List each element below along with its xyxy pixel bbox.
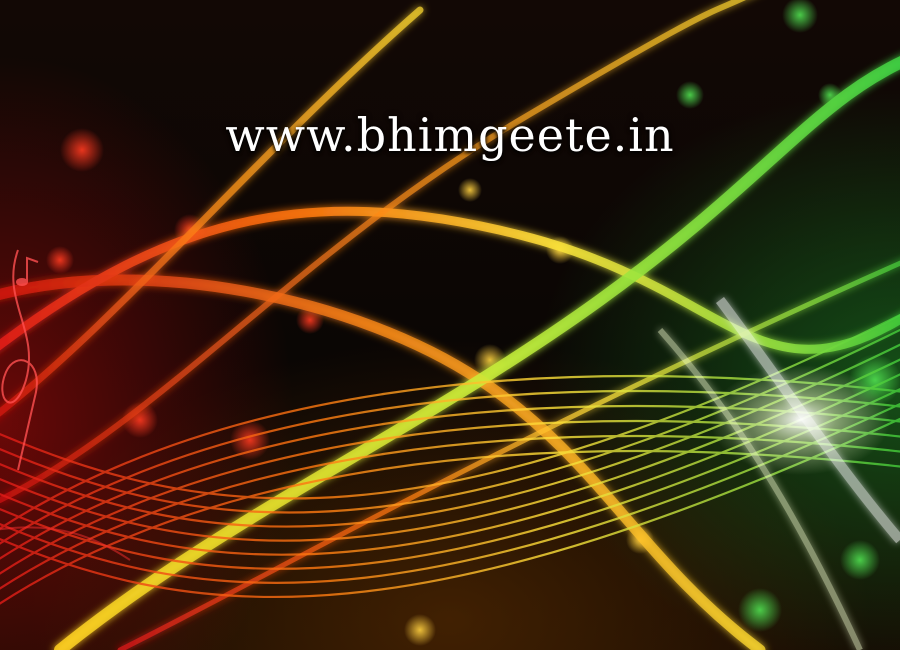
site-title: www.bhimgeete.in bbox=[225, 108, 675, 162]
